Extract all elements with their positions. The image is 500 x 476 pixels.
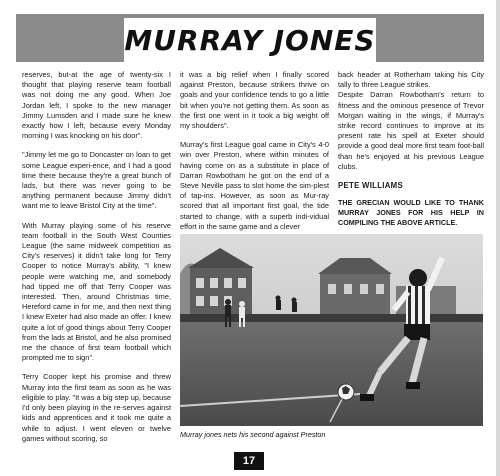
paragraph: reserves, but-at the age of twenty-six I thought that playing reserve team football was not doing me any good. When Joe Jordan left, I spoke to the new manager Jimmy Lumsden and I made sure he knew exactly how I left, because every Monday morning I was knocking on his door". — [22, 70, 171, 141]
match-photo — [180, 234, 483, 426]
title-box — [124, 18, 376, 62]
paragraph: With Murray playing some of his reserve team football in the South West Counties League (the same midweek competition as City's reserves) it didn't take long for Terry Cooper to notice Murray's ability, "I knew people were watching me, and somebody had tipped me off that Terry Cooper was interested. Then, around Christmas time, Hereford came in for me, and then next thing I knew Exeter had also made an offer. I knew quite a lot of good things about Terry Cooper from the lads at Bristol, and he also promised me the chance of first team football which prompted me to sign". — [22, 220, 171, 363]
article-column-1 — [22, 70, 171, 453]
paragraph: it was a big relief when I finally scored against Preston, because strikers thrive on goals and your confidence tends to go a little bit when you're not getting them. As soon as the first one went in it took a big weight off my shoulders". — [180, 70, 329, 131]
page-number: 17 — [234, 452, 264, 470]
paragraph: Terry Cooper kept his promise and threw Murray into the first team as soon as he was eligible to play. "It was a big step up, because I'd only been playing in the re-serves against kids and apprentices and it took me quite a while to adjust. I went eleven or twelve games without scoring, so — [22, 372, 171, 443]
paragraph: Despite Darran Rowbotham's return to fitness and the ominous presence of Trevor Morgan waiting in the wings, if Murray's strike record continues to improve at its present rate his spell at Exeter should provide a good deal more first team foot-ball than he's enjoyed at his previous League clubs. — [338, 90, 484, 171]
paragraph: Murray's first League goal came in City's 4-0 win over Preston, where within minutes of having come on as a substitute in place of Darran Rowbotham he got on the end of a Steve Neville pass to slot home the sim-plest of tap-ins. However, as soon as Mur-ray scored that all important first goal, the tide started to change, with a superb indi-vidual effort in the same game and a clever — [180, 140, 329, 231]
acknowledgement: THE GRECIAN WOULD LIKE TO THANK MURRAY JONES FOR HIS HELP IN COMPILING THE ABOVE ARTICLE. — [338, 198, 484, 228]
football-action-photo — [180, 234, 483, 426]
page-title: MURRAY JONES — [124, 23, 376, 57]
paragraph: back header at Rotherham taking his City tally to three League strikes. — [338, 70, 484, 90]
page-edge-shadow — [496, 0, 500, 476]
photo-caption: Murray jones nets his second against Preston — [180, 430, 326, 439]
author-byline: PETE WILLIAMS — [338, 181, 403, 191]
article-column-2 — [180, 70, 329, 241]
article-column-3 — [338, 70, 484, 228]
paragraph: "Jimmy let me go to Doncaster on loan to get some League experi-ence, and I had a good time there because they're a great bunch of lads, but there was never going to be anything permanent because Jimmy didn't want me to leave Bristol City at the time". — [22, 150, 171, 211]
